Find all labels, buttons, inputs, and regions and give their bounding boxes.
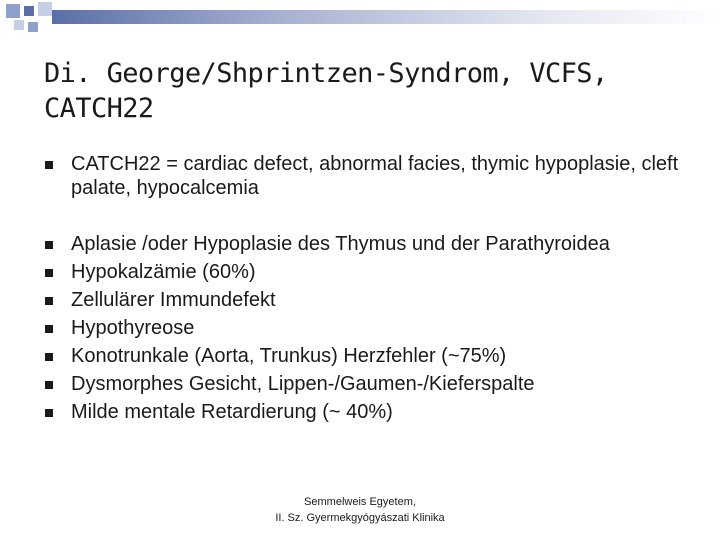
square-bullet-icon <box>45 353 53 361</box>
slide-title-line-2: CATCH22 <box>44 93 154 124</box>
square-bullet-icon <box>45 161 53 169</box>
footer-line-2: II. Sz. Gyermekgyógyászati Klinika <box>275 512 445 524</box>
slide-footer <box>0 494 720 526</box>
decorative-squares <box>0 0 60 40</box>
bullet-list <box>44 152 684 428</box>
bullet-text: Aplasie /oder Hypoplasie des Thymus und der Parathyroidea <box>71 233 610 255</box>
square-bullet-icon <box>45 269 53 277</box>
square-bullet-icon <box>45 381 53 389</box>
bullet-item <box>44 288 684 312</box>
footer-line-1: Semmelweis Egyetem, <box>304 496 416 508</box>
slide-title-line-1: Di. George/Shprintzen-Syndrom, VCFS, <box>44 58 608 89</box>
square-bullet-icon <box>45 241 53 249</box>
bullet-text: Dysmorphes Gesicht, Lippen-/Gaumen-/Kieferspalte <box>71 373 535 395</box>
square-bullet-icon <box>45 409 53 417</box>
bullet-text: Zellulärer Immundefekt <box>71 289 276 311</box>
bullet-text: Hypokalzämie (60%) <box>71 261 256 283</box>
bullet-item <box>44 316 684 340</box>
slide-title <box>44 56 684 126</box>
square-bullet-icon <box>45 325 53 333</box>
bullet-text: Konotrunkale (Aorta, Trunkus) Herzfehler (~75%) <box>71 345 507 367</box>
bullet-item <box>44 372 684 396</box>
bullet-text: Milde mentale Retardierung (~ 40%) <box>71 401 393 423</box>
bullet-text: Hypothyreose <box>71 317 195 339</box>
bullet-item <box>44 400 684 424</box>
square-bullet-icon <box>45 297 53 305</box>
bullet-item <box>44 152 684 200</box>
bullet-item <box>44 344 684 368</box>
bullet-item <box>44 260 684 284</box>
bullet-text: CATCH22 = cardiac defect, abnormal facies, thymic hypoplasie, cleft palate, hypocalcemia <box>71 153 679 199</box>
top-gradient-bar <box>52 10 720 24</box>
bullet-item <box>44 232 684 256</box>
